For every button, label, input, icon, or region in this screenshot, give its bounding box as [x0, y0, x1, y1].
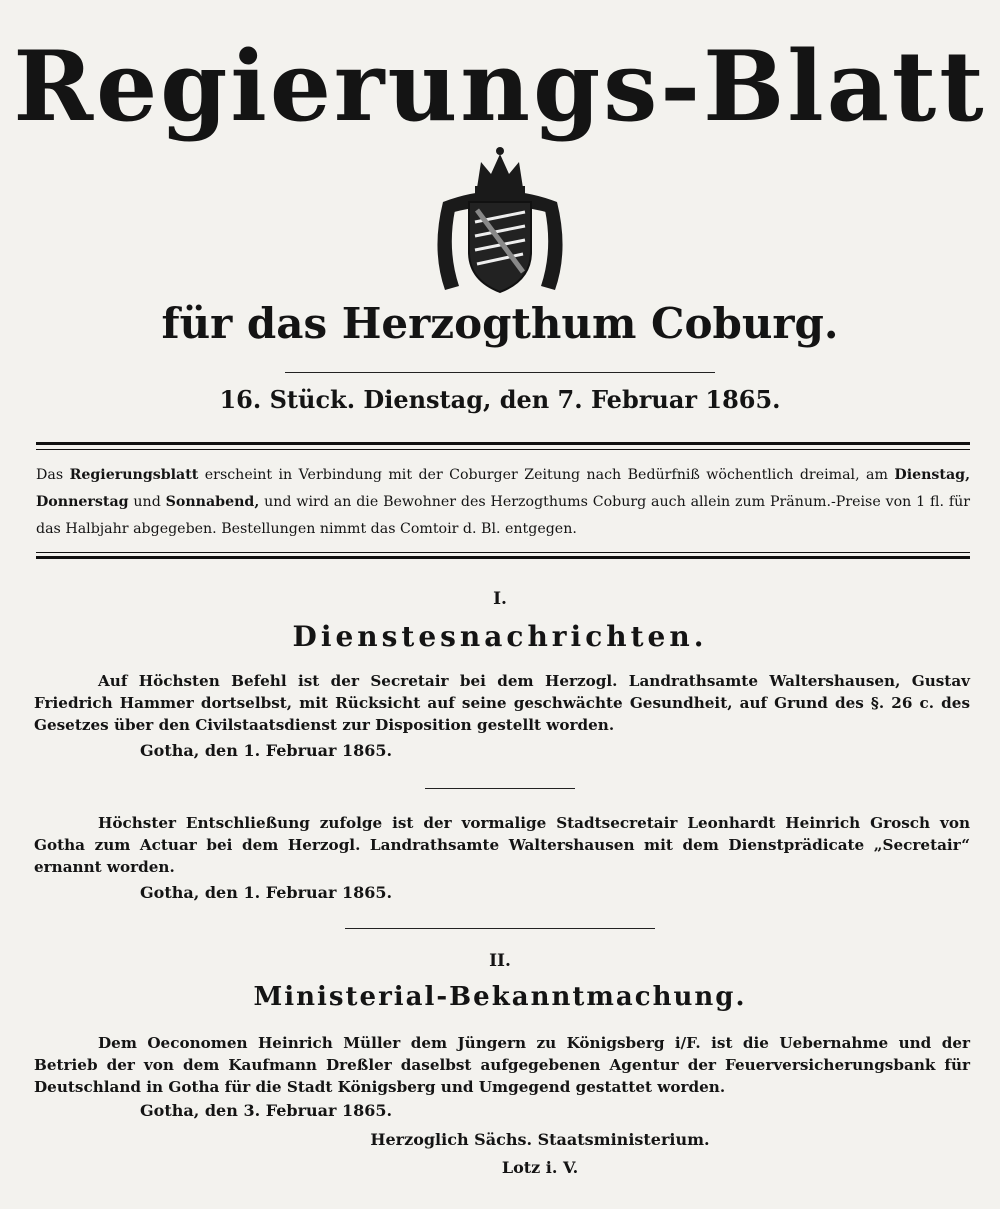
section-1-divider-1 [425, 788, 575, 789]
section-2-number: II. [489, 951, 511, 971]
notice-day-thursday: Donnerstag [36, 494, 129, 510]
notice-day-saturday: Sonnabend, [165, 494, 260, 510]
notice-paper-name: Regierungsblatt [69, 467, 199, 483]
section-1-title: Dienstesnachrichten. [292, 620, 708, 653]
signature-name: Lotz i. V. [501, 1158, 579, 1177]
section-1-dateline-2: Gotha, den 1. Februar 1865. [140, 883, 393, 902]
notice-text-1: erscheint in Verbindung mit der Coburger Zeitung nach Bedürfniß wöchentlich dreimal, am [204, 467, 888, 483]
notice-text-2: und wird an die Bewohner des Herzogthums Coburg auch allein zum Pränum.-Preise von 1 fl. für das Halbjahr abgegeben. Bestellungen nimmt das Comtoir d. Bl. entgegen. [36, 494, 970, 537]
section-2-title: Ministerial-Bekanntmachung. [253, 982, 747, 1012]
signature-office: Herzoglich Sächs. Staatsministerium. [370, 1130, 710, 1149]
header-rule-top [36, 442, 970, 445]
notice-and: und [133, 494, 161, 510]
notice-day-tuesday: Dienstag, [894, 467, 971, 483]
coat-of-arms-icon [425, 140, 575, 300]
section-1-number: I. [493, 589, 507, 609]
notice-lead: Das [36, 467, 64, 483]
subtitle-divider [285, 372, 715, 373]
subscription-notice [36, 462, 970, 543]
section-divider [345, 928, 655, 929]
section-1-paragraph-2: Höchster Entschließung zufolge ist der vormalige Stadtsecretair Leonhardt Heinrich Grosch von Gotha zum Actuar bei dem Herzogl. Landrathsamte Waltershausen mit dem Dienstprädicate „Secretair“ ernannt worden. [34, 814, 970, 876]
header-rule-bottom-thin [36, 552, 970, 553]
section-2-paragraph-1: Dem Oeconomen Heinrich Müller dem Jüngern zu Königsberg i/F. ist die Uebernahme und der Betrieb der von dem Kaufmann Dreßler daselbst aufgegebenen Agentur der Feuerversicherungsbank für Deutschland in Gotha für die Stadt Königsberg und Umgegend gestattet worden. [34, 1034, 970, 1096]
issue-line: 16. Stück. Dienstag, den 7. Februar 1865. [219, 385, 781, 414]
section-1-paragraph-1: Auf Höchsten Befehl ist der Secretair bei dem Herzogl. Landrathsamte Waltershausen, Gustav Friedrich Hammer dortselbst, mit Rücksicht auf seine geschwächte Gesundheit, auf Grund des §. 26 c. des Gesetzes über den Civilstaatsdienst zur Disposition gestellt worden. [34, 672, 970, 734]
masthead-title: Regierungs-Blatt [13, 30, 987, 143]
section-2-dateline-1: Gotha, den 3. Februar 1865. [140, 1101, 393, 1120]
masthead-subtitle: für das Herzogthum Coburg. [161, 299, 839, 348]
header-rule-top-thin [36, 449, 970, 450]
section-1-dateline-1: Gotha, den 1. Februar 1865. [140, 741, 393, 760]
header-rule-bottom [36, 556, 970, 559]
